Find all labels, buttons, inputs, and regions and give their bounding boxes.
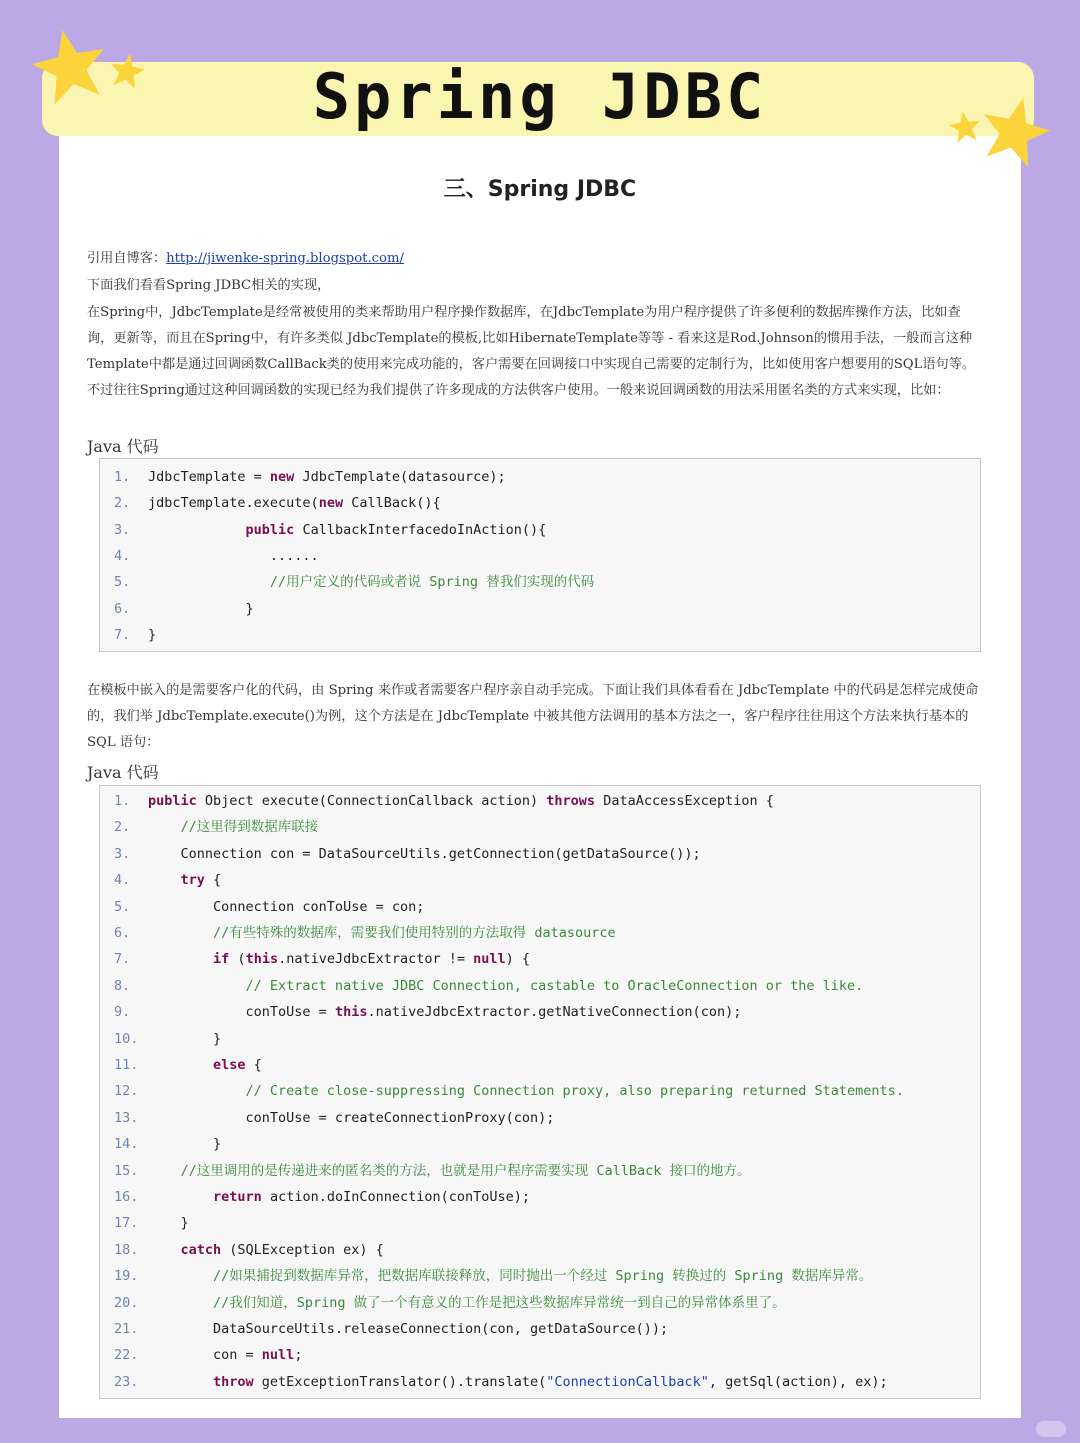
line-number: 3. — [114, 845, 131, 862]
code-text: //有些特殊的数据库，需要我们使用特别的方法取得 datasource — [148, 925, 616, 941]
code-text: throw getExceptionTranslator().translate("ConnectionCallback", getSql(action), ex); — [213, 1373, 888, 1390]
star-icon-small-right — [948, 110, 982, 144]
line-number: 19. — [114, 1268, 139, 1285]
line-number: 7. — [114, 626, 131, 643]
code-line — [100, 622, 980, 648]
line-number: 11. — [114, 1057, 139, 1073]
intro-body: 在Spring中，JdbcTemplate是经常被使用的类来帮助用户程序操作数据库，在JdbcTemplate为用户程序提供了许多便利的数据库操作方法，比如查询，更新等，而且在Spring中，有许多类似 JdbcTemplate的模板,比如HibernateTemplate等等 - 看来这是Rod.Johnson的惯用手法，一般而言这种Template中都是通过回调函数CallBack类的使用来完成功能的，客户需要在回调接口中实现自己需要的定制行为，比如使用客户想要用的SQL语句等。不过往往Spring通过这种回调函数的实现已经为我们提供了许多现成的方法供客户使用。一般来说回调函数的用法采用匿名类的方式来实现，比如： — [87, 305, 976, 398]
code-text: //这里调用的是传递进来的匿名类的方法，也就是用户程序需要实现 CallBack 接口的地方。 — [148, 1162, 751, 1179]
code-text: conToUse = this.nativeJdbcExtractor.getNativeConnection(con); — [148, 1004, 742, 1021]
code-line — [100, 920, 980, 946]
code-text: Connection con = DataSourceUtils.getConnection(getDataSource()); — [148, 845, 701, 862]
code-text: else { — [213, 1057, 262, 1073]
code-text: ...... — [148, 547, 319, 564]
code-text: public CallbackInterfacedoInAction(){ — [245, 521, 547, 538]
code-line — [100, 894, 980, 920]
java-code-label-1: Java 代码 — [87, 437, 159, 456]
line-number: 8. — [114, 977, 131, 994]
code-line — [100, 1131, 980, 1157]
code-text: //这里得到数据库联接 — [148, 819, 319, 836]
code-text: } — [148, 1215, 189, 1232]
code-text: JdbcTemplate = new JdbcTemplate(datasource); — [148, 469, 506, 485]
intro-quote — [87, 246, 982, 272]
line-number: 17. — [114, 1215, 139, 1232]
line-number: 5. — [114, 574, 131, 591]
code-line — [100, 841, 980, 867]
code-text: conToUse = createConnectionProxy(con); — [148, 1109, 555, 1126]
line-number: 2. — [114, 819, 131, 836]
line-number: 4. — [114, 547, 131, 564]
code-text: } — [148, 626, 157, 643]
code-line — [100, 1290, 980, 1316]
code-line — [100, 1052, 980, 1078]
code-line — [100, 1342, 980, 1368]
code-text: jdbcTemplate.execute(new CallBack(){ — [148, 495, 441, 512]
line-number: 14. — [114, 1136, 139, 1153]
code-text: try { — [180, 872, 222, 889]
code-line — [100, 464, 980, 490]
line-number: 3. — [114, 521, 131, 538]
code-line — [100, 1369, 980, 1395]
line-number: 22. — [114, 1347, 139, 1364]
code-line — [100, 999, 980, 1025]
code-line — [100, 517, 980, 543]
line-number: 13. — [114, 1109, 139, 1126]
code-text: // Create close-suppressing Connection proxy, also preparing returned Statements. — [148, 1083, 904, 1100]
intro-line: 下面我们看看Spring JDBC相关的实现， — [87, 278, 331, 293]
star-icon-large-left — [30, 26, 110, 106]
code-text: DataSourceUtils.releaseConnection(con, getDataSource()); — [148, 1321, 669, 1337]
code-line — [100, 596, 980, 622]
star-icon-large-right — [978, 94, 1052, 168]
watermark — [1036, 1421, 1066, 1437]
blog-link[interactable]: http://jiwenke-spring.blogspot.com/ — [166, 251, 404, 266]
code-line — [100, 1105, 980, 1131]
code-line — [100, 1237, 980, 1263]
line-number: 4. — [114, 872, 131, 889]
code-block-1 — [99, 458, 981, 652]
line-number: 23. — [114, 1373, 139, 1390]
line-number: 12. — [114, 1083, 139, 1100]
java-code-label-2: Java 代码 — [87, 763, 159, 782]
line-number: 5. — [114, 898, 131, 915]
code-text: if (this.nativeJdbcExtractor != null) { — [213, 951, 531, 968]
line-number: 1. — [114, 793, 131, 809]
code-line — [100, 490, 980, 516]
code-line — [100, 814, 980, 840]
code-line — [100, 1026, 980, 1052]
line-number: 9. — [114, 1004, 131, 1021]
line-number: 16. — [114, 1189, 139, 1205]
code-text: //如果捕捉到数据库异常，把数据库联接释放，同时抛出一个经过 Spring 转换过的 Spring 数据库异常。 — [148, 1268, 873, 1285]
code-line — [100, 1184, 980, 1210]
line-number: 18. — [114, 1241, 139, 1258]
line-number: 20. — [114, 1294, 139, 1311]
code-line — [100, 1263, 980, 1289]
code-text: } — [148, 1136, 222, 1153]
code-line — [100, 788, 980, 814]
code-text: return action.doInConnection(conToUse); — [213, 1189, 531, 1205]
code-text: } — [148, 1030, 222, 1047]
code-line — [100, 1316, 980, 1342]
code-line — [100, 946, 980, 972]
code-block-2 — [99, 785, 981, 1399]
mid-body: 在模板中嵌入的是需要客户化的代码，由 Spring 来作或者需要客户程序亲自动手完成。下面让我们具体看看在 JdbcTemplate 中的代码是怎样完成使命的，我们举 JdbcTemplate.execute()为例，这个方法是在 JdbcTemplate 中被其他方法调用的基本方法之一，客户程序往往用这个方法来执行基本的 SQL 语句： — [87, 683, 979, 750]
banner-title: Spring JDBC — [312, 60, 768, 133]
line-number: 7. — [114, 951, 131, 968]
code-text: //用户定义的代码或者说 Spring 替我们实现的代码 — [148, 574, 595, 591]
code-line — [100, 543, 980, 569]
section-title: 三、Spring JDBC — [443, 177, 637, 202]
quote-prefix: 引用自博客： — [87, 251, 167, 266]
code-text: catch (SQLException ex) { — [180, 1241, 384, 1258]
line-number: 6. — [114, 600, 131, 617]
line-number: 6. — [114, 925, 131, 941]
line-number: 1. — [114, 469, 131, 485]
code-line — [100, 867, 980, 893]
line-number: 15. — [114, 1162, 139, 1179]
code-line — [100, 569, 980, 595]
code-text: // Extract native JDBC Connection, castable to OracleConnection or the like. — [148, 977, 864, 994]
code-line — [100, 1158, 980, 1184]
code-line — [100, 1210, 980, 1236]
code-line — [100, 1078, 980, 1104]
line-number: 21. — [114, 1321, 139, 1337]
line-number: 2. — [114, 495, 131, 512]
line-number: 10. — [114, 1030, 139, 1047]
code-text: public Object execute(ConnectionCallback action) throws DataAccessException { — [148, 793, 774, 809]
code-text: Connection conToUse = con; — [148, 898, 425, 915]
code-text: } — [148, 600, 254, 617]
code-text: con = null; — [148, 1347, 303, 1364]
code-text: //我们知道，Spring 做了一个有意义的工作是把这些数据库异常统一到自己的异常体系里了。 — [148, 1294, 786, 1311]
code-line — [100, 973, 980, 999]
star-icon-small-left — [108, 52, 146, 90]
